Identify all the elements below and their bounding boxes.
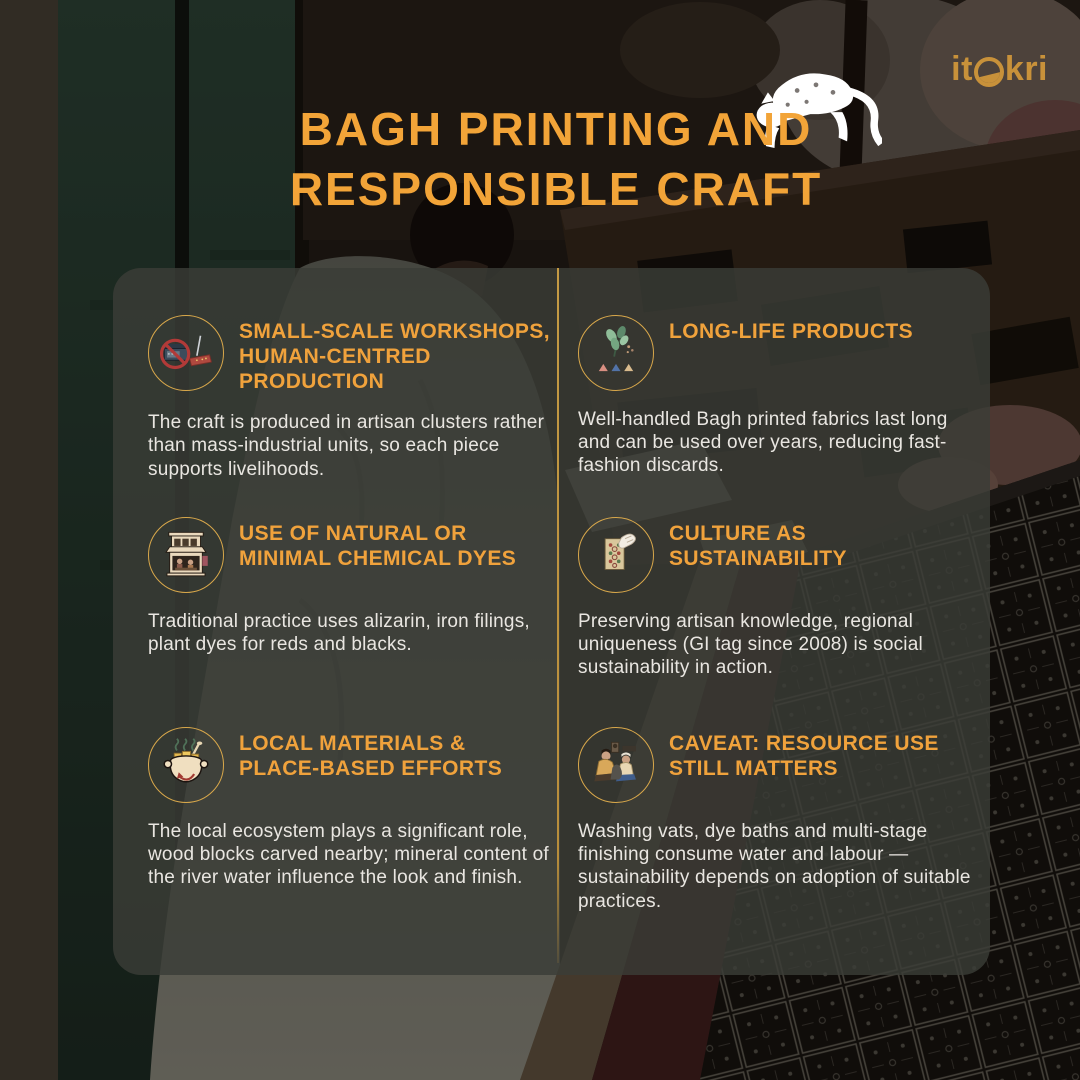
section-long-life-products [578,315,990,478]
artisans-working-icon [578,727,654,803]
no-mass-production-icon [148,315,224,391]
itokri-logo [951,50,1048,89]
section-title: USE OF NATURAL OR MINIMAL CHEMICAL DYES [239,522,517,570]
section-body: The craft is produced in artisan clusters rather than mass-industrial units, so each piece supports livelihoods. [148,412,545,480]
section-title: LOCAL MATERIALS & PLACE-BASED EFFORTS [239,732,503,780]
dye-pot-icon [148,727,224,803]
section-caveat-resource-use [578,727,990,913]
section-body: The local ecosystem plays a significant role, wood blocks carved nearby; mineral content of the river water influence the look and finish. [148,821,549,889]
section-title: CULTURE AS SUSTAINABILITY [669,522,847,570]
section-body: Traditional practice uses alizarin, iron filings, plant dyes for reds and blacks. [148,611,530,656]
section-small-scale-workshops [148,315,560,481]
natural-dye-plant-icon [578,315,654,391]
section-title: SMALL-SCALE WORKSHOPS, HUMAN-CENTRED PRODUCTION [239,320,550,393]
logo-o-mark [974,57,1004,87]
section-natural-dyes [148,517,560,656]
logo-text-right: kri [1004,50,1048,88]
section-body: Washing vats, dye baths and multi-stage finishing consume water and labour — sustainability depends on adoption of suitable practices. [578,821,971,912]
section-culture-sustainability [578,517,990,680]
section-body: Preserving artisan knowledge, regional uniqueness (GI tag since 2008) is social sustainability in action. [578,611,923,679]
page-title [40,100,1072,220]
section-body: Well-handled Bagh printed fabrics last long and can be used over years, reducing fast-fashion discards. [578,409,948,477]
workshop-building-icon [148,517,224,593]
title-line-1: BAGH PRINTING AND [299,103,813,155]
section-title: CAVEAT: RESOURCE USE STILL MATTERS [669,732,939,780]
section-local-materials [148,727,560,890]
hand-holding-fabric-icon [578,517,654,593]
logo-text-left: it [951,50,973,88]
title-line-2: RESPONSIBLE CRAFT [289,162,823,215]
section-title: LONG-LIFE PRODUCTS [669,320,914,343]
